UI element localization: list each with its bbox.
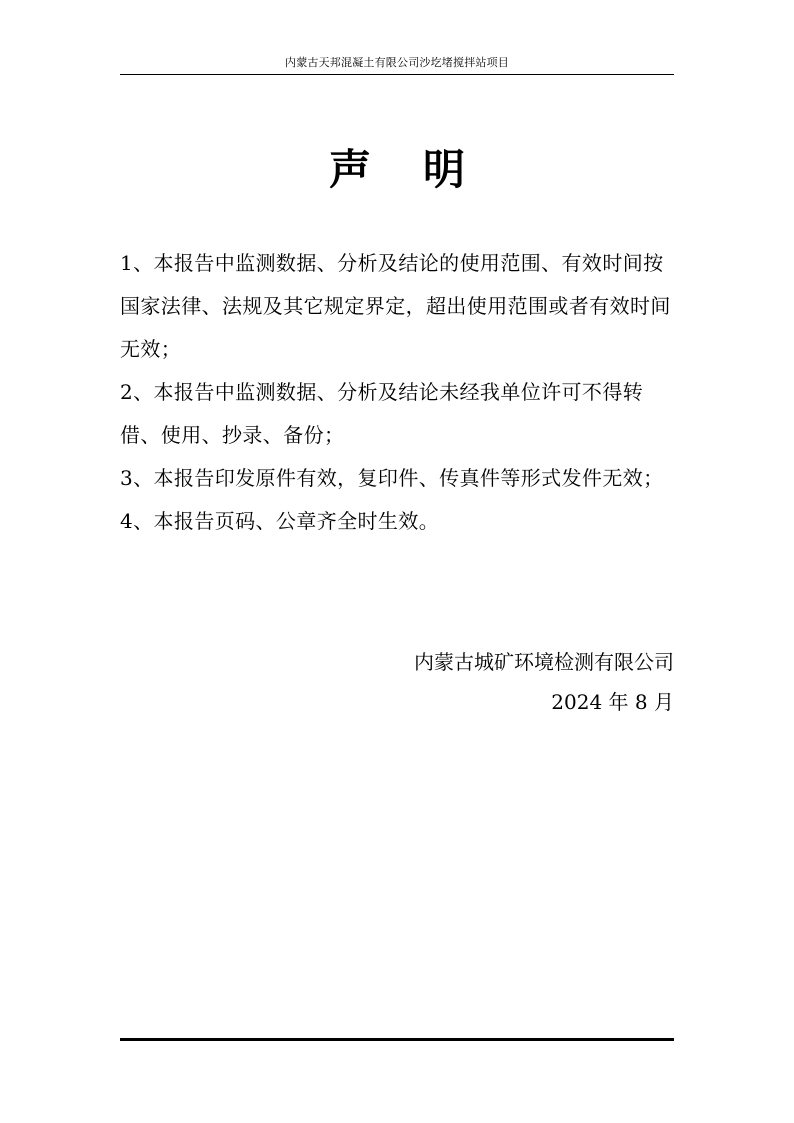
header-divider [120,74,674,75]
statement-item-4: 4、本报告页码、公章齐全时生效。 [120,509,440,533]
statement-item-1: 1、本报告中监测数据、分析及结论的使用范围、有效时间按国家法律、法规及其它规定界定，超出使用范围或者有效时间无效； [120,251,671,361]
issuing-company: 内蒙古城矿环境检测有限公司 [414,650,674,674]
statement-list [120,242,676,543]
running-header: 内蒙古天邦混凝土有限公司沙圪堵搅拌站项目 [285,56,509,69]
footer-divider [120,1038,674,1041]
issue-date: 2024 年 8 月 [551,690,674,714]
statement-item-3: 3、本报告印发原件有效，复印件、传真件等形式发件无效； [120,466,664,490]
statement-item-2: 2、本报告中监测数据、分析及结论未经我单位许可不得转借、使用、抄录、备份； [120,380,644,447]
signature-block [414,642,674,722]
page-title: 声明 [328,145,517,194]
